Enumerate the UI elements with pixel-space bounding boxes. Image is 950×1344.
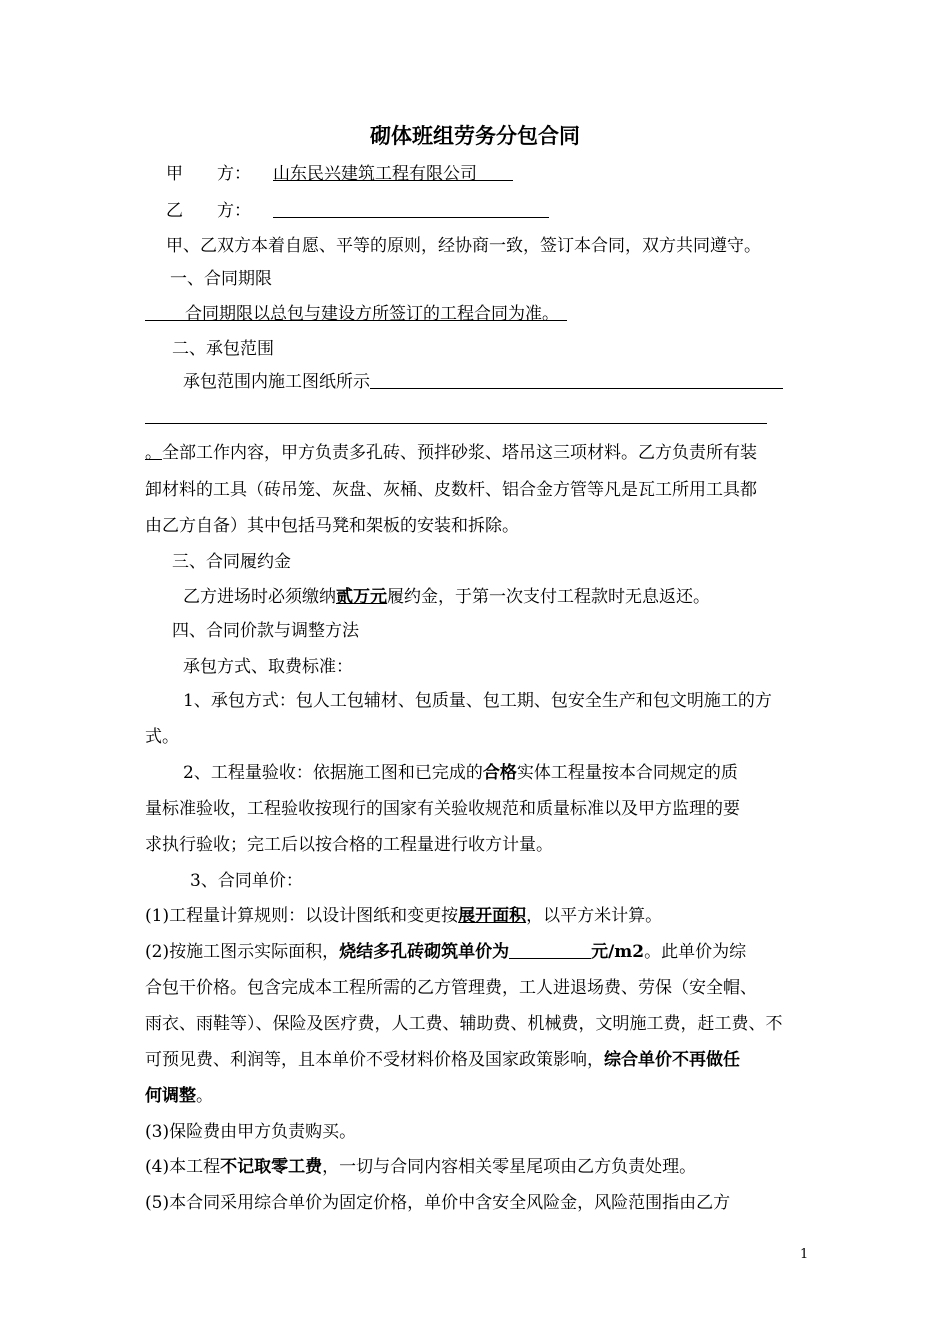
item-1-line-2: 式。 [145,727,179,747]
document-title: 砌体班组劳务分包合同 [370,123,580,148]
item-1-line-1: 1、承包方式：包人工包辅材、包质量、包工期、包安全生产和包文明施工的方 [183,691,772,711]
party-a-label: 甲 方： [166,164,251,184]
item-2-line-1: 2、工程量验收：依据施工图和已完成的合格实体工程量按本合同规定的质 [183,763,738,783]
clause-4: (4)本工程不记取零工费，一切与合同内容相关零星尾项由乙方负责处理。 [145,1157,697,1177]
section-2-body-line-1: 。全部工作内容，甲方负责多孔砖、预拌砂浆、塔吊这三项材料。乙方负责所有装 [145,443,757,463]
section-2-scope-blank [370,370,783,389]
clause-2-line-1: (2)按施工图示实际面积，烧结多孔砖砌筑单价为 元/m2。此单价为综 [145,942,747,962]
deposit-amount: 贰万元 [336,587,387,607]
party-a-line [166,162,513,186]
item-2-line-3: 求执行验收；完工后以按合格的工程量进行收方计量。 [145,835,553,855]
clause-2-line-3: 雨衣、雨鞋等）、保险及医疗费，人工费、辅助费、机械费，文明施工费，赶工费、不 [145,1014,783,1034]
section-2-body-line-3: 由乙方自备）其中包括马凳和架板的安装和拆除。 [145,516,519,536]
clause-5: (5)本合同采用综合单价为固定价格，单价中含安全风险金，风险范围指由乙方 [145,1193,731,1213]
clause-2-line-2: 合包干价格。包含完成本工程所需的乙方管理费，工人进退场费、劳保（安全帽、 [145,978,757,998]
section-3-text: 乙方进场时必须缴纳贰万元履约金，于第一次支付工程款时无息返还。 [183,587,710,607]
intro-paragraph: 甲、乙双方本着自愿、平等的原则，经协商一致，签订本合同，双方共同遵守。 [166,236,761,256]
page-number: 1 [800,1247,809,1262]
party-a-name-underline [477,162,513,181]
clause-1: (1)工程量计算规则：以设计图纸和变更按展开面积，以平方米计算。 [145,906,663,926]
section-2-body-line-2: 卸材料的工具（砖吊笼、灰盘、灰桶、皮数杆、铝合金方管等凡是瓦工所用工具都 [145,480,757,500]
clause-3: (3)保险费由甲方负责购买。 [145,1122,357,1142]
party-a-name: 山东民兴建筑工程有限公司 [273,164,477,184]
item-3-heading: 3、合同单价： [190,871,303,891]
party-b-name-blank [273,199,549,218]
clause-2-line-4: 可预见费、利润等，且本单价不受材料价格及国家政策影响，综合单价不再做任 [145,1050,740,1070]
section-2-scope-blank-line [145,423,767,424]
section-1-text: 合同期限以总包与建设方所签订的工程合同为准。 [145,302,567,326]
section-2-heading: 二、承包范围 [172,339,274,359]
section-1-lead-underline [145,302,185,321]
item-2-line-2: 量标准验收，工程验收按现行的国家有关验收规范和质量标准以及甲方监理的要 [145,799,740,819]
section-1-heading: 一、合同期限 [170,269,272,289]
party-b-line [166,199,549,223]
section-2-scope-line: 承包范围内施工图纸所示 [183,370,783,394]
section-4-subheading: 承包方式、取费标准： [183,657,353,677]
unit-price-blank [509,940,591,959]
clause-2-line-5: 何调整。 [145,1086,213,1106]
section-4-heading: 四、合同价款与调整方法 [172,621,359,641]
section-3-heading: 三、合同履约金 [172,552,291,572]
party-b-label: 乙 方： [166,201,251,221]
